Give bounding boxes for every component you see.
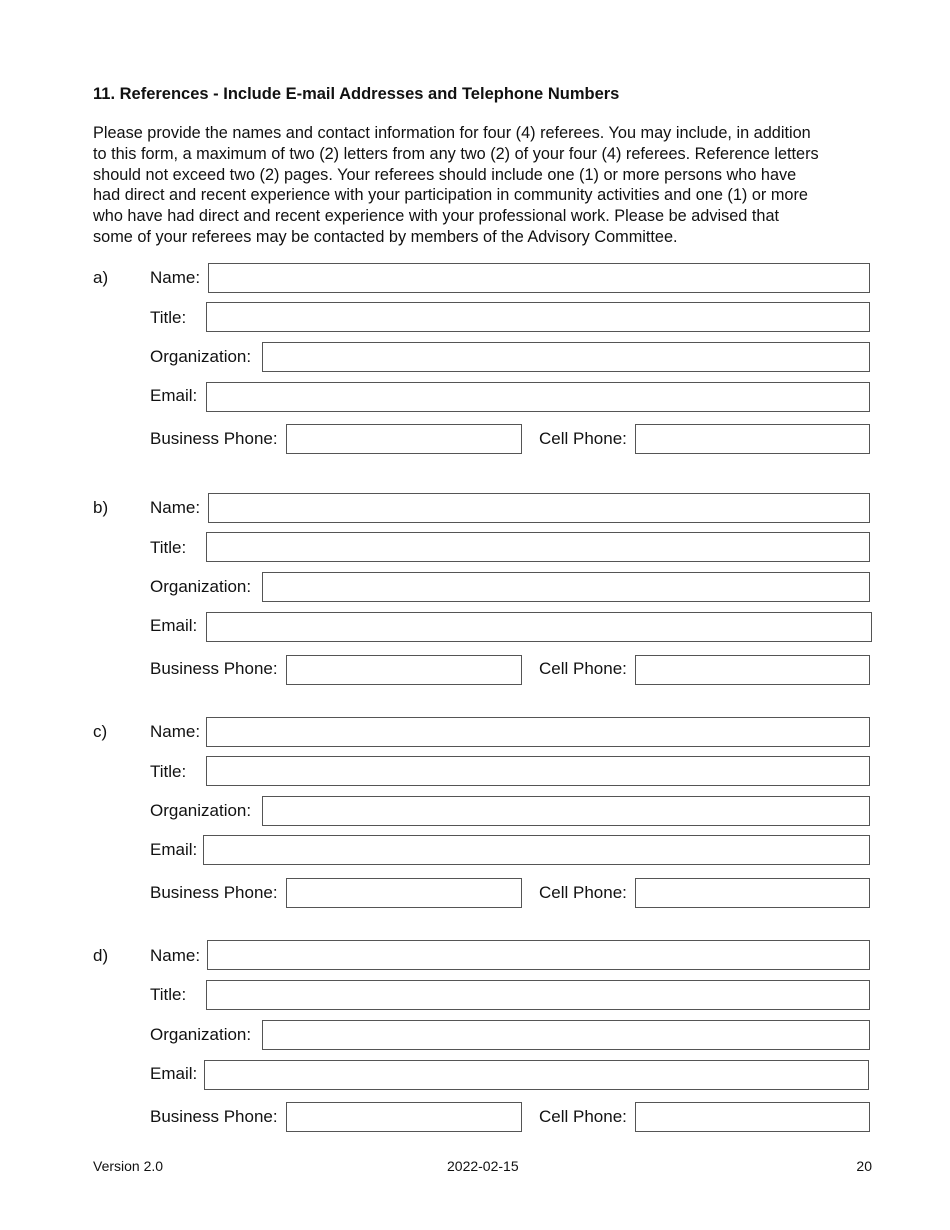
name-label: Name: — [150, 268, 201, 287]
referee-section-c — [0, 717, 950, 917]
referee-section-b — [0, 493, 950, 693]
email-input[interactable] — [204, 1060, 869, 1090]
name-input[interactable] — [206, 717, 870, 747]
referee-letter: a) — [93, 268, 109, 287]
name-input[interactable] — [208, 493, 870, 523]
title-label: Title: — [150, 762, 187, 781]
name-label: Name: — [150, 946, 201, 965]
intro-line: Please provide the names and contact information for four (4) referees. You may include, in addition — [93, 124, 811, 142]
title-input[interactable] — [206, 532, 870, 562]
organization-input[interactable] — [262, 572, 870, 602]
business-phone-label: Business Phone: — [150, 1107, 278, 1126]
intro-line: who have had direct and recent experience with your professional work. Please be advised that — [93, 207, 780, 226]
title-label: Title: — [150, 985, 187, 1004]
title-input[interactable] — [206, 980, 870, 1010]
referee-section-d — [0, 940, 950, 1140]
intro-line: some of your referees may be contacted by members of the Advisory Committee. — [93, 227, 678, 246]
referee-letter: c) — [93, 722, 108, 741]
referee-letter: d) — [93, 946, 109, 965]
footer-page-number: 20 — [856, 1158, 872, 1174]
intro-line: had direct and recent experience with your participation in community activities and one (1) or more — [93, 186, 808, 205]
email-label: Email: — [150, 840, 198, 859]
business-phone-label: Business Phone: — [150, 883, 278, 902]
email-label: Email: — [150, 1064, 198, 1083]
email-label: Email: — [150, 616, 198, 635]
organization-label: Organization: — [150, 801, 252, 820]
cell-phone-input[interactable] — [635, 424, 870, 454]
email-input[interactable] — [206, 612, 872, 642]
organization-input[interactable] — [262, 796, 870, 826]
cell-phone-label: Cell Phone: — [539, 1107, 627, 1126]
cell-phone-input[interactable] — [635, 655, 870, 685]
intro-line: to this form, a maximum of two (2) letters from any two (2) of your four (4) referees. Reference letters — [93, 144, 819, 163]
cell-phone-label: Cell Phone: — [539, 429, 627, 448]
organization-input[interactable] — [262, 342, 870, 372]
title-label: Title: — [150, 538, 187, 557]
business-phone-input[interactable] — [286, 1102, 522, 1132]
business-phone-input[interactable] — [286, 655, 522, 685]
name-input[interactable] — [207, 940, 870, 970]
business-phone-input[interactable] — [286, 878, 522, 908]
name-label: Name: — [150, 498, 201, 517]
email-input[interactable] — [206, 382, 870, 412]
section-heading: 11. References - Include E-mail Addresses and Telephone Numbers — [93, 85, 620, 103]
business-phone-label: Business Phone: — [150, 659, 278, 678]
name-input[interactable] — [208, 263, 870, 293]
title-input[interactable] — [206, 756, 870, 786]
organization-label: Organization: — [150, 577, 252, 596]
business-phone-label: Business Phone: — [150, 429, 278, 448]
organization-label: Organization: — [150, 347, 252, 366]
intro-paragraph — [93, 123, 853, 248]
footer-version: Version 2.0 — [93, 1158, 164, 1174]
cell-phone-label: Cell Phone: — [539, 659, 627, 678]
title-input[interactable] — [206, 302, 870, 332]
footer-date: 2022-02-15 — [447, 1158, 519, 1174]
email-input[interactable] — [203, 835, 870, 865]
business-phone-input[interactable] — [286, 424, 522, 454]
organization-label: Organization: — [150, 1025, 252, 1044]
referee-letter: b) — [93, 498, 109, 517]
email-label: Email: — [150, 386, 198, 405]
intro-line: should not exceed two (2) pages. Your referees should include one (1) or more persons who have — [93, 165, 797, 184]
title-label: Title: — [150, 308, 187, 327]
cell-phone-input[interactable] — [635, 1102, 870, 1132]
referee-section-a — [0, 263, 950, 463]
cell-phone-input[interactable] — [635, 878, 870, 908]
cell-phone-label: Cell Phone: — [539, 883, 627, 902]
organization-input[interactable] — [262, 1020, 870, 1050]
name-label: Name: — [150, 722, 201, 741]
